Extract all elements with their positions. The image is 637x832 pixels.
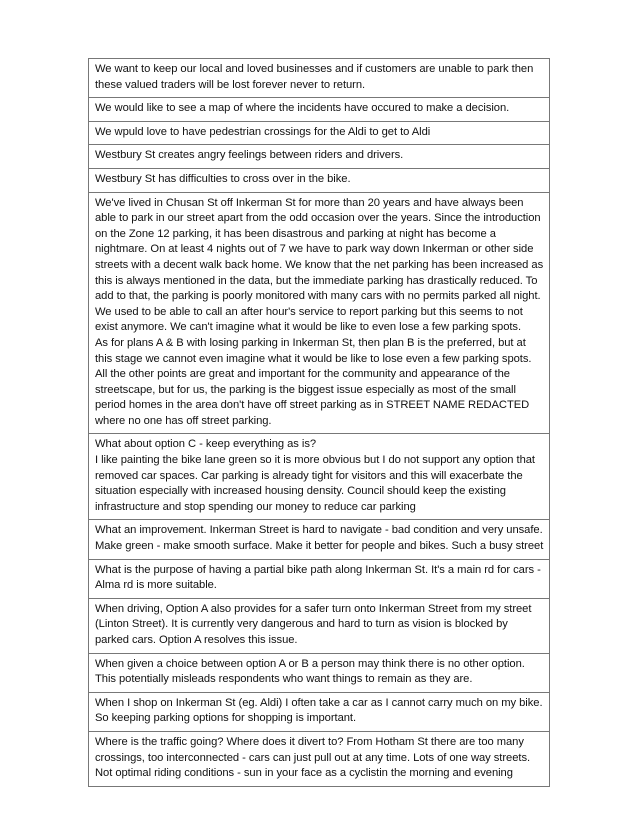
comment-row (89, 560, 549, 599)
comment-row (89, 193, 549, 435)
comment-row (89, 599, 549, 654)
comment-row (89, 59, 549, 98)
comment-row (89, 98, 549, 122)
comment-row (89, 122, 549, 146)
comment-text: When driving, Option A also provides for a safer turn onto Inkerman Street from my street (Linton Street). It is currently very dangerous and hard to turn as vision is blocked by parked cars. Option A resolves this issue. (95, 602, 532, 646)
comment-text: We would like to see a map of where the incidents have occured to make a decision. (95, 102, 510, 115)
comment-text: Westbury St has difficulties to cross over in the bike. (95, 172, 351, 185)
comment-text: We wpuld love to have pedestrian crossings for the Aldi to get to Aldi (95, 125, 431, 138)
comment-text: When I shop on Inkerman St (eg. Aldi) I often take a car as I cannot carry much on my bike. So keeping parking options for shopping is important. (95, 696, 543, 725)
comment-row (89, 434, 549, 520)
comment-row (89, 654, 549, 693)
comment-row (89, 145, 549, 169)
comment-row (89, 693, 549, 732)
comment-row (89, 732, 549, 787)
comment-text: What an improvement. Inkerman Street is hard to navigate - bad condition and very unsafe. Make green - make smooth surface. Make it better for people and bikes. Such a busy street (95, 524, 544, 553)
comment-text: I like painting the bike lane green so it is more obvious but I do not support any option that removed car spaces. Car parking is already tight for visitors and this will exacerbate the situation especially with increased housing density. Council should keep the existing infrastructure and stop spending our money to reduce car parking (95, 454, 535, 513)
comment-text: Westbury St creates angry feelings between riders and drivers. (95, 149, 404, 162)
comment-text: Where is the traffic going? Where does it divert to? From Hotham St there are too many crossings, too interconnected - cars can just pull out at any time. Lots of one way streets. Not optimal riding conditions - sun in your face as a cyclistin the morning and evening (95, 735, 531, 780)
comment-text: We want to keep our local and loved businesses and if customers are unable to park then these valued traders will be lost forever never to return. (95, 63, 534, 91)
comments-table (88, 58, 550, 787)
comment-row (89, 169, 549, 193)
comment-text: When given a choice between option A or B a person may think there is no other option. This potentially misleads respondents who want things to remain as they are. (95, 657, 525, 686)
comment-text: As for plans A & B with losing parking in Inkerman St, then plan B is the preferred, but at this stage we cannot even imagine what it would be like to lose even a few parking spots. All the other points are great and important for the community and appearance of the streetscape, but for us, the parking is the biggest issue especially as most of the small period homes in the area don't have off street parking as in STREET NAME REDACTED where no one has off street parking. (95, 336, 532, 427)
comment-text: What is the purpose of having a partial bike path along Inkerman St. It's a main rd for cars - Alma rd is more suitable. (95, 563, 541, 592)
comment-text: What about option C - keep everything as is? (95, 438, 317, 451)
comment-text: We've lived in Chusan St off Inkerman St for more than 20 years and have always been able to park in our street apart from the odd occasion over the years. Since the introduction on the Zone 12 parking, it has been disastrous and parking at night has become a nightmare. On at least 4 nights out of 7 we have to park way down Inkerman or other side streets with a decent walk back home. We know that the net parking has been increased as this is always mentioned in the data, but the immediate parking has drastically reduced. To add to that, the parking is poorly monitored with many cars with no permits parked all night. We used to be able to call an after hour's service to report parking but this seems to not exist anymore. We can't imagine what it would be like to even lose a few parking spots. (95, 196, 544, 334)
comment-row (89, 520, 549, 559)
